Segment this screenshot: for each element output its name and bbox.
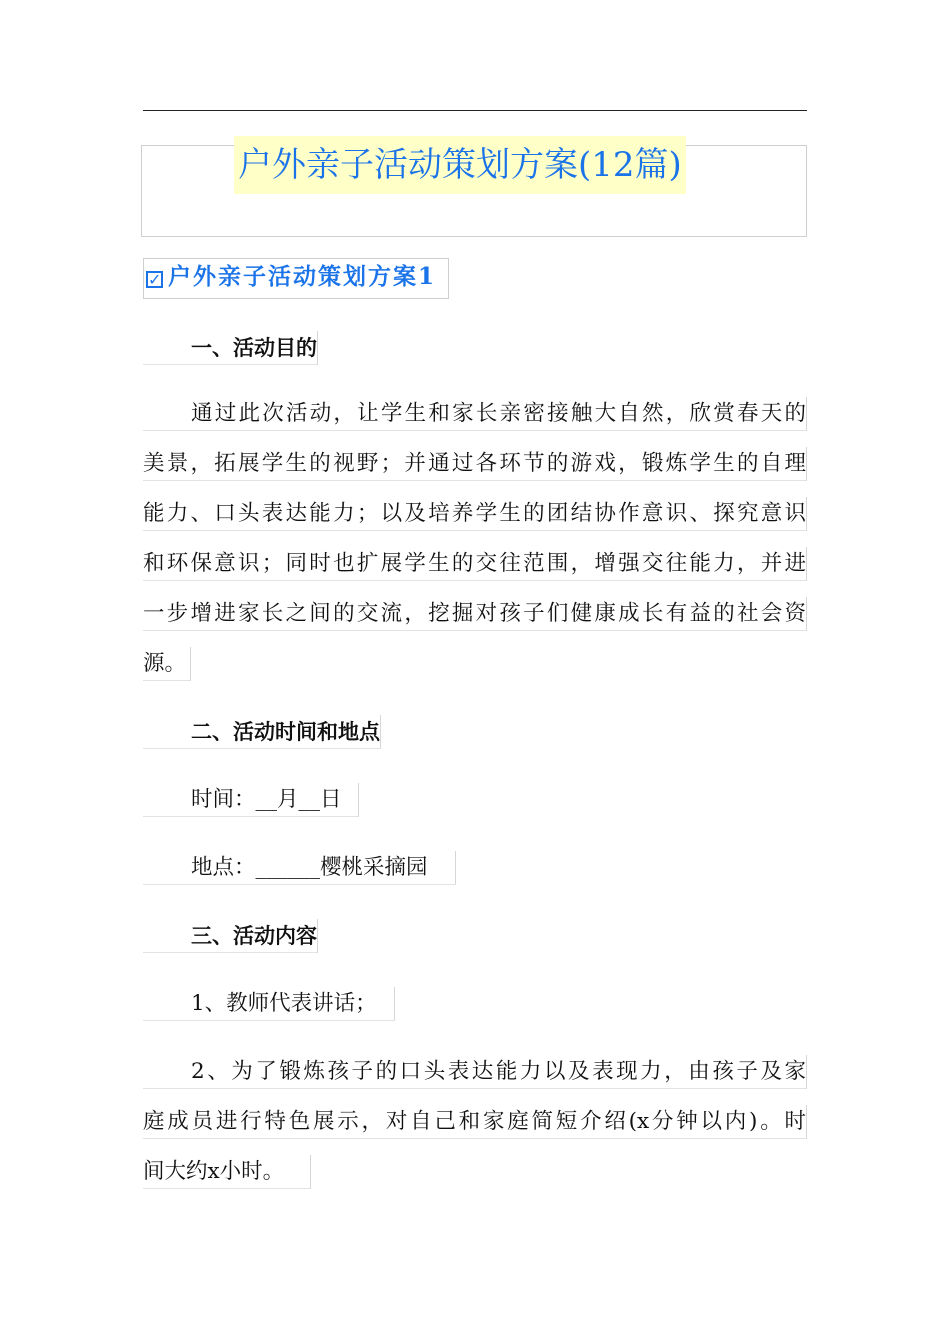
- paragraph-line: 能力、口头表达能力；以及培养学生的团结协作意识、探究意识: [143, 497, 807, 531]
- header-rule: [143, 110, 807, 111]
- paragraph-line: 和环保意识；同时也扩展学生的交往范围，增强交往能力，并进: [143, 547, 807, 581]
- heading-purpose: 一、活动目的: [143, 331, 318, 365]
- list-item: 1、教师代表讲话；: [143, 987, 395, 1021]
- paragraph-line: 一步增进家长之间的交流，挖掘对孩子们健康成长有益的社会资: [143, 597, 807, 631]
- heading-time-place: 二、活动时间和地点: [143, 715, 381, 749]
- list-item-line: 间大约x小时。: [143, 1155, 311, 1189]
- paragraph-line: 美景，拓展学生的视野；并通过各环节的游戏，锻炼学生的自理: [143, 447, 807, 481]
- list-item-line: 庭成员进行特色展示，对自己和家庭简短介绍(x分钟以内)。时: [143, 1105, 807, 1139]
- heading-content: 三、活动内容: [143, 919, 318, 953]
- document-title: 户外亲子活动策划方案(12篇): [234, 136, 686, 194]
- paragraph-line: 通过此次活动，让学生和家长亲密接触大自然，欣赏春天的: [143, 397, 807, 431]
- paragraph-line: 源。: [143, 647, 191, 681]
- list-item-line: 2、为了锻炼孩子的口头表达能力以及表现力，由孩子及家: [143, 1055, 807, 1089]
- checkbox-icon: ✓: [148, 270, 162, 289]
- section-subtitle: 户外亲子活动策划方案1: [168, 263, 437, 290]
- time-line: 时间：__月__日: [143, 783, 359, 817]
- place-line: 地点：______樱桃采摘园: [143, 851, 456, 885]
